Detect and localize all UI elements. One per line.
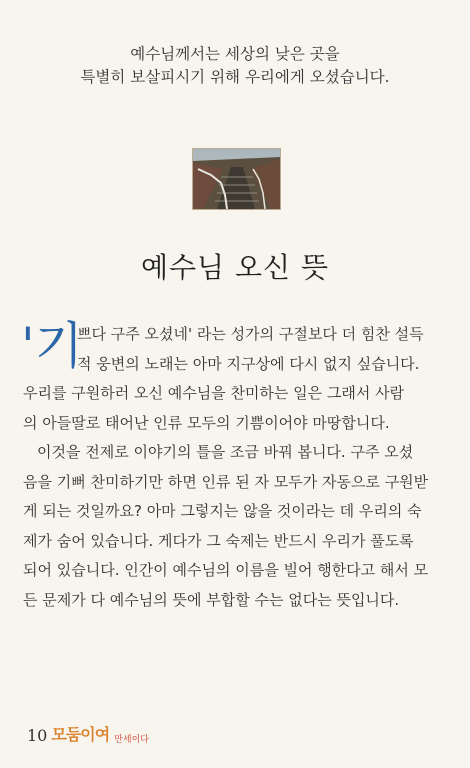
text-line: 게 되는 것일까요? 아마 그렇지는 않을 것이라는 데 우리의 숙 bbox=[23, 502, 422, 520]
body-text bbox=[21, 317, 443, 615]
text-line: 쁘다 구주 오셨네' 라는 성가의 구절보다 더 힘찬 설득 bbox=[77, 325, 424, 343]
intro-text bbox=[40, 43, 430, 89]
text-line: 제가 숨어 있습니다. 게다가 그 숙제는 반드시 우리가 풀도록 bbox=[23, 531, 414, 550]
intro-line: 특별히 보살피시기 위해 우리에게 오셨습니다. bbox=[80, 68, 390, 86]
page-number: 10 bbox=[27, 726, 48, 745]
text-line: 이것을 전제로 이야기의 틀을 조금 바꿔 봅니다. 구주 오셨 bbox=[37, 443, 414, 461]
text-line: 되어 있습니다. 인간이 예수님의 이름을 빌어 행한다고 해서 모 bbox=[23, 561, 429, 579]
page-title: 예수님 오신 뜻 bbox=[140, 251, 330, 284]
dropcap-paragraph bbox=[21, 317, 443, 379]
text-line: 든 문제가 다 예수님의 뜻에 부합할 수는 없다는 뜻입니다. bbox=[23, 590, 400, 609]
text-line: 적 웅변의 노래는 아마 지구상에 다시 없지 싶습니다. bbox=[77, 354, 420, 373]
text-line: 음을 기뻐 찬미하기만 하면 인류 된 자 모두가 자동으로 구원받 bbox=[23, 472, 429, 491]
dropcap: '기 bbox=[21, 317, 84, 375]
text-line: 의 아들딸로 태어난 인류 모두의 기쁨이어야 마땅합니다. bbox=[23, 413, 390, 432]
text-line: 우리를 구원하러 오신 예수님을 찬미하는 일은 그래서 사람 bbox=[23, 384, 405, 402]
book-logo: 모둠이여 bbox=[51, 725, 110, 744]
book-logo-subtitle: 만세이다 bbox=[114, 735, 149, 745]
stairway-photo bbox=[192, 148, 281, 210]
intro-line: 예수님께서는 세상의 낮은 곳을 bbox=[130, 45, 340, 63]
stairway-photo-image bbox=[193, 149, 280, 209]
page-footer bbox=[27, 722, 149, 745]
